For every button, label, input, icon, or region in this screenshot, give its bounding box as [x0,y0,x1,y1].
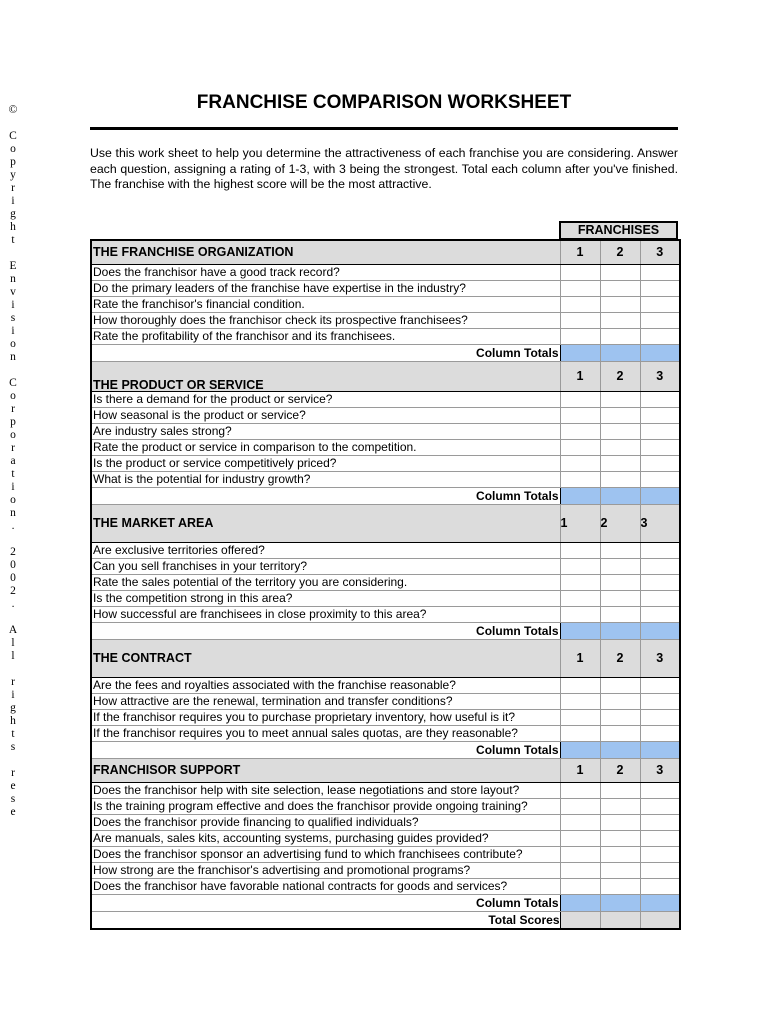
rating-cell[interactable] [560,296,600,312]
rating-cell[interactable] [640,296,680,312]
rating-cell[interactable] [640,846,680,862]
copyright-char: t [11,468,15,480]
rating-cell[interactable] [600,878,640,894]
rating-cell[interactable] [560,439,600,455]
rating-cell[interactable] [640,677,680,693]
copyright-char: . [11,520,15,532]
question-text: How strong are the franchisor's advertising and promotional programs? [91,862,560,878]
question-text: Does the franchisor have a good track record? [91,264,560,280]
question-text: Rate the franchisor's financial condition. [91,296,560,312]
rating-cell[interactable] [640,693,680,709]
copyright-char: i [11,689,15,701]
question-row [91,830,680,846]
franchise-column-number: 1 [560,240,600,264]
copyright-char: . [11,598,15,610]
question-row [91,677,680,693]
copyright-char [6,364,20,377]
rating-cell[interactable] [600,693,640,709]
franchise-column-number: 1 [560,758,600,782]
rating-cell[interactable] [560,328,600,344]
copyright-char: o [10,494,16,506]
question-row [91,471,680,487]
copyright-char: i [11,299,15,311]
copyright-char: o [10,390,16,402]
franchise-column-number: 3 [640,639,680,677]
section-header-row [91,639,680,677]
copyright-char [6,611,20,624]
column-totals-label: Column Totals [91,487,560,504]
rating-cell[interactable] [640,782,680,798]
copyright-char: y [10,169,16,181]
franchise-column-number: 1 [560,361,600,391]
section-title: THE FRANCHISE ORGANIZATION [91,240,560,264]
copyright-char: i [11,195,15,207]
question-text: Does the franchisor sponsor an advertising fund to which franchisees contribute? [91,846,560,862]
question-text: Are industry sales strong? [91,423,560,439]
rating-cell[interactable] [560,693,600,709]
column-totals-label: Column Totals [91,622,560,639]
copyright-char: h [10,221,16,233]
franchise-column-number: 2 [600,639,640,677]
rating-cell[interactable] [560,878,600,894]
copyright-char: i [11,325,15,337]
rating-cell[interactable] [600,862,640,878]
question-text: Are exclusive territories offered? [91,542,560,558]
rating-cell[interactable] [600,542,640,558]
total-score-cell[interactable] [600,911,640,929]
copyright-char: t [11,728,15,740]
copyright-char: o [10,143,16,155]
question-text: How successful are franchisees in close proximity to this area? [91,606,560,622]
rating-cell[interactable] [600,423,640,439]
copyright-char: i [11,481,15,493]
column-total-cell[interactable] [640,741,680,758]
franchise-column-number: 3 [640,758,680,782]
section-title: THE PRODUCT OR SERVICE [91,361,560,391]
section-header-row [91,504,680,542]
copyright-char [6,533,20,546]
rating-cell[interactable] [600,455,640,471]
copyright-char: p [10,156,16,168]
rating-cell[interactable] [600,798,640,814]
question-text: Rate the profitability of the franchisor and its franchisees. [91,328,560,344]
column-totals-row [91,487,680,504]
franchises-header: FRANCHISES [559,221,678,240]
question-text: Does the franchisor have favorable national contracts for goods and services? [91,878,560,894]
question-text: Is the product or service competitively priced? [91,455,560,471]
question-row [91,312,680,328]
copyright-char: v [10,286,16,298]
rating-cell[interactable] [640,574,680,590]
rating-cell[interactable] [640,709,680,725]
rating-cell[interactable] [600,590,640,606]
question-row [91,391,680,407]
column-totals-row [91,894,680,911]
question-row [91,455,680,471]
question-text: Is the competition strong in this area? [91,590,560,606]
copyright-char: r [11,403,15,415]
column-total-cell[interactable] [640,344,680,361]
worksheet-table [90,239,681,930]
rating-cell[interactable] [640,407,680,423]
total-scores-row [91,911,680,929]
franchise-column-number: 1 [560,504,600,542]
question-text: How thoroughly does the franchisor check its prospective franchisees? [91,312,560,328]
copyright-char: r [11,442,15,454]
column-total-cell[interactable] [640,622,680,639]
rating-cell[interactable] [560,407,600,423]
rating-cell[interactable] [600,439,640,455]
question-row [91,693,680,709]
rating-cell[interactable] [600,391,640,407]
copyright-char: C [9,130,17,142]
rating-cell[interactable] [560,542,600,558]
copyright-char: s [10,312,16,324]
rating-cell[interactable] [560,264,600,280]
column-total-cell[interactable] [600,741,640,758]
column-total-cell[interactable] [560,894,600,911]
question-row [91,725,680,741]
rating-cell[interactable] [600,846,640,862]
question-text: Rate the sales potential of the territory you are considering. [91,574,560,590]
question-row [91,264,680,280]
question-row [91,407,680,423]
franchise-column-number: 2 [600,758,640,782]
column-total-cell[interactable] [600,487,640,504]
section-header-row [91,758,680,782]
copyright-vertical-text [6,104,20,819]
column-totals-label: Column Totals [91,344,560,361]
copyright-char: A [8,624,18,636]
copyright-char [6,117,20,130]
rating-cell[interactable] [640,862,680,878]
question-row [91,862,680,878]
rating-cell[interactable] [600,407,640,423]
copyright-char: C [9,377,17,389]
question-text: How seasonal is the product or service? [91,407,560,423]
franchise-column-number: 3 [640,361,680,391]
page-title: FRANCHISE COMPARISON WORKSHEET [196,92,572,113]
rating-cell[interactable] [640,471,680,487]
copyright-char: o [10,338,16,350]
rating-cell[interactable] [560,677,600,693]
rating-cell[interactable] [600,677,640,693]
question-text: Do the primary leaders of the franchise have expertise in the industry? [91,280,560,296]
rating-cell[interactable] [600,606,640,622]
copyright-char: e [10,806,16,818]
rating-cell[interactable] [560,423,600,439]
rating-cell[interactable] [640,312,680,328]
rating-cell[interactable] [560,709,600,725]
total-score-cell[interactable] [560,911,600,929]
copyright-char: E [9,260,17,272]
question-text: Does the franchisor help with site selection, lease negotiations and store layout? [91,782,560,798]
rating-cell[interactable] [600,280,640,296]
question-text: Is the training program effective and does the franchisor provide ongoing training? [91,798,560,814]
franchise-column-number: 3 [640,504,680,542]
question-row [91,439,680,455]
rating-cell[interactable] [560,455,600,471]
copyright-char: r [11,767,15,779]
question-text: If the franchisor requires you to purchase proprietary inventory, how useful is it? [91,709,560,725]
copyright-char [6,247,20,260]
section-title: THE MARKET AREA [91,504,560,542]
copyright-char: h [10,715,16,727]
copyright-char: n [10,507,16,519]
column-total-cell[interactable] [600,344,640,361]
question-row [91,280,680,296]
column-totals-row [91,741,680,758]
rating-cell[interactable] [600,328,640,344]
question-text: Can you sell franchises in your territory? [91,558,560,574]
franchise-column-number: 3 [640,240,680,264]
rating-cell[interactable] [640,814,680,830]
rating-cell[interactable] [600,312,640,328]
section-header-row [91,361,680,391]
franchise-column-number: 2 [600,504,640,542]
franchise-column-number: 1 [560,639,600,677]
rating-cell[interactable] [560,312,600,328]
rating-cell[interactable] [560,798,600,814]
rating-cell[interactable] [560,846,600,862]
rating-cell[interactable] [600,782,640,798]
column-totals-row [91,622,680,639]
copyright-char: n [10,273,16,285]
rating-cell[interactable] [600,709,640,725]
column-total-cell[interactable] [560,487,600,504]
copyright-char: © [8,104,18,116]
question-row [91,542,680,558]
rating-cell[interactable] [600,814,640,830]
question-text: Are the fees and royalties associated with the franchise reasonable? [91,677,560,693]
rating-cell[interactable] [640,280,680,296]
question-text: Does the franchisor provide financing to qualified individuals? [91,814,560,830]
franchise-column-number: 2 [600,240,640,264]
question-row [91,606,680,622]
question-row [91,328,680,344]
copyright-char [6,663,20,676]
column-totals-row [91,344,680,361]
rating-cell[interactable] [640,264,680,280]
rating-cell[interactable] [560,862,600,878]
rating-cell[interactable] [560,725,600,741]
rating-cell[interactable] [640,590,680,606]
copyright-char: t [11,234,15,246]
copyright-char: 0 [10,572,16,584]
question-row [91,782,680,798]
question-text: Rate the product or service in comparison to the competition. [91,439,560,455]
copyright-char: r [11,676,15,688]
rating-cell[interactable] [600,471,640,487]
question-row [91,423,680,439]
rating-cell[interactable] [640,439,680,455]
rating-cell[interactable] [640,606,680,622]
question-row [91,709,680,725]
copyright-char: p [10,416,16,428]
rating-cell[interactable] [560,814,600,830]
rating-cell[interactable] [560,280,600,296]
section-header-row [91,240,680,264]
question-row [91,798,680,814]
title-divider [90,127,678,130]
question-text: If the franchisor requires you to meet annual sales quotas, are they reasonable? [91,725,560,741]
rating-cell[interactable] [600,574,640,590]
copyright-char: l [11,637,15,649]
copyright-char: 0 [10,559,16,571]
rating-cell[interactable] [640,798,680,814]
copyright-char: s [10,793,16,805]
copyright-char: g [10,208,16,220]
rating-cell[interactable] [560,830,600,846]
rating-cell[interactable] [640,542,680,558]
question-row [91,846,680,862]
question-text: What is the potential for industry growth? [91,471,560,487]
copyright-char [6,754,20,767]
column-total-cell[interactable] [600,622,640,639]
copyright-char: g [10,702,16,714]
rating-cell[interactable] [560,558,600,574]
question-text: Are manuals, sales kits, accounting systems, purchasing guides provided? [91,830,560,846]
copyright-char: 2 [10,546,16,558]
copyright-char: o [10,429,16,441]
rating-cell[interactable] [600,725,640,741]
rating-cell[interactable] [640,725,680,741]
column-total-cell[interactable] [640,894,680,911]
rating-cell[interactable] [640,391,680,407]
question-row [91,296,680,312]
section-title: FRANCHISOR SUPPORT [91,758,560,782]
total-scores-label: Total Scores [91,911,560,929]
question-text: How attractive are the renewal, termination and transfer conditions? [91,693,560,709]
total-score-cell[interactable] [640,911,680,929]
rating-cell[interactable] [560,471,600,487]
rating-cell[interactable] [640,423,680,439]
column-total-cell[interactable] [640,487,680,504]
rating-cell[interactable] [640,878,680,894]
rating-cell[interactable] [600,830,640,846]
rating-cell[interactable] [640,558,680,574]
rating-cell[interactable] [560,782,600,798]
question-text: Is there a demand for the product or service? [91,391,560,407]
copyright-char: l [11,650,15,662]
copyright-char: 2 [10,585,16,597]
rating-cell[interactable] [560,574,600,590]
rating-cell[interactable] [640,455,680,471]
rating-cell[interactable] [640,328,680,344]
question-row [91,878,680,894]
question-row [91,574,680,590]
copyright-char: n [10,351,16,363]
franchise-column-number: 2 [600,361,640,391]
instructions-paragraph: Use this work sheet to help you determine the attractiveness of each franchise you are considering. Answer each question, assigning a rating of 1-3, with 3 being the strongest. Total each column after you've finished. The franchise with the highest score will be the most attractive. [90,146,678,191]
rating-cell[interactable] [600,296,640,312]
copyright-char: e [10,780,16,792]
copyright-char: s [10,741,16,753]
section-title: THE CONTRACT [91,639,560,677]
column-total-cell[interactable] [600,894,640,911]
rating-cell[interactable] [600,264,640,280]
column-total-cell[interactable] [560,344,600,361]
rating-cell[interactable] [560,606,600,622]
column-total-cell[interactable] [560,622,600,639]
copyright-char: r [11,182,15,194]
question-row [91,814,680,830]
copyright-char: a [10,455,16,467]
column-totals-label: Column Totals [91,741,560,758]
rating-cell[interactable] [560,391,600,407]
rating-cell[interactable] [600,558,640,574]
rating-cell[interactable] [640,830,680,846]
question-row [91,590,680,606]
column-total-cell[interactable] [560,741,600,758]
rating-cell[interactable] [560,590,600,606]
question-row [91,558,680,574]
column-totals-label: Column Totals [91,894,560,911]
